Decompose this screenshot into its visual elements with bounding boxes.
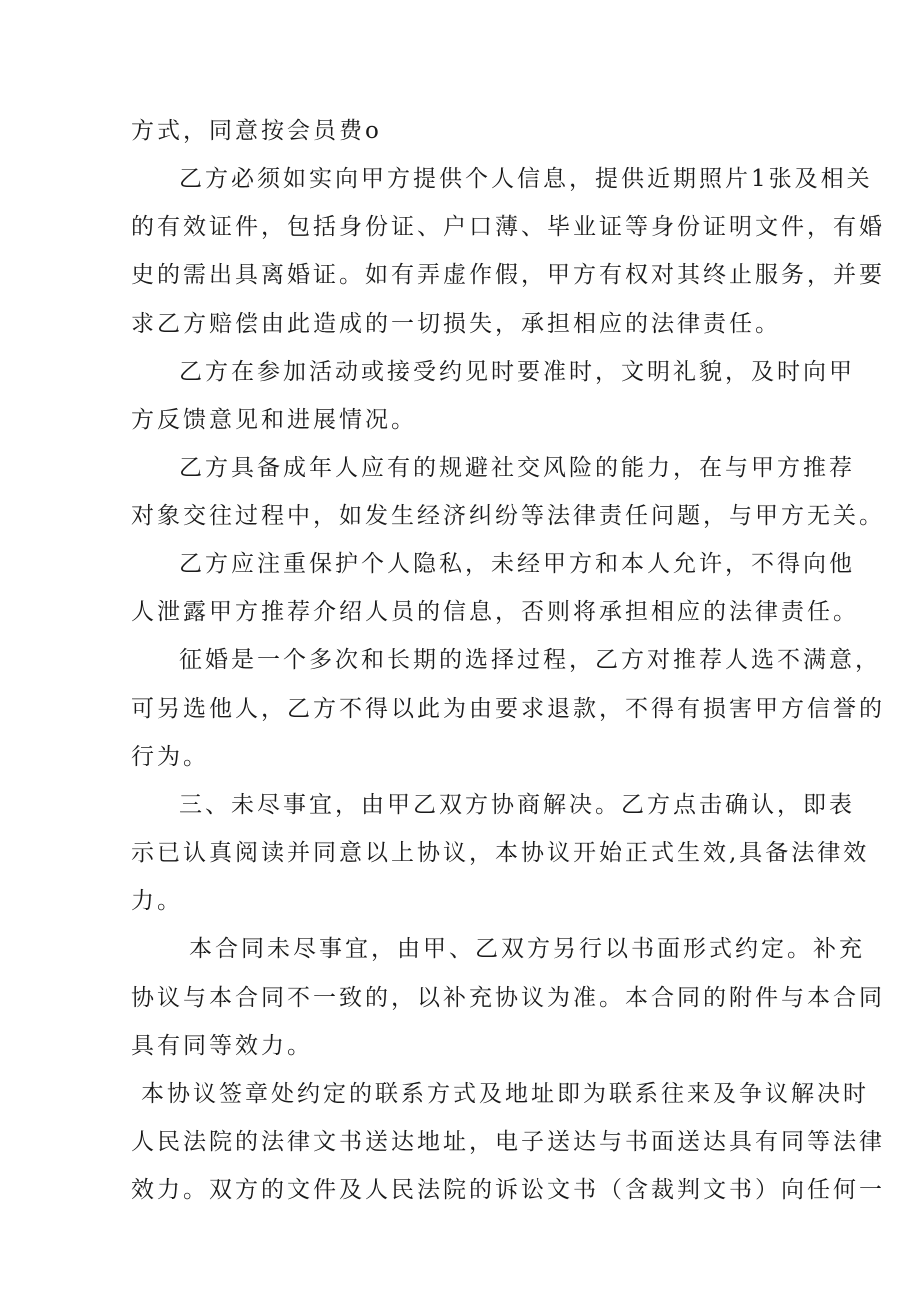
text-line: 方反馈意见和进展情况。: [131, 407, 417, 433]
text-line: 本协议签章处约定的联系方式及地址即为联系往来及争议解决时: [141, 1081, 869, 1107]
text-line: 三、未尽事宜，由甲乙双方协商解决。乙方点击确认，即表: [179, 792, 855, 818]
text-line: 协议与本合同不一致的，以补充协议为准。本合同的附件与本合同: [131, 985, 885, 1011]
text-line: 本合同未尽事宜，由甲、乙双方另行以书面形式约定。补充: [189, 936, 865, 962]
text-line: 效力。双方的文件及人民法院的诉讼文书（含裁判文书）向任何一: [131, 1177, 885, 1203]
text-line: 具有同等效力。: [131, 1033, 313, 1059]
text-line: 方式，同意按会员费o: [131, 118, 382, 144]
text-line: 乙方必须如实向甲方提供个人信息，提供近期照片1张及相关: [179, 166, 873, 192]
text-line: 人民法院的法律文书送达地址，电子送达与书面送达具有同等法律: [131, 1129, 885, 1155]
text-line: 示已认真阅读并同意以上协议，本协议开始正式生效,具备法律效: [131, 840, 870, 866]
text-line: 史的需出具离婚证。如有弄虚作假，甲方有权对其终止服务，并要: [131, 262, 885, 288]
text-line: 乙方应注重保护个人隐私，未经甲方和本人允许，不得向他: [179, 551, 855, 577]
text-line: 乙方具备成年人应有的规避社交风险的能力，在与甲方推荐: [179, 455, 855, 481]
text-line: 对象交往过程中，如发生经济纠纷等法律责任问题，与甲方无关。: [131, 503, 885, 529]
text-line: 可另选他人，乙方不得以此为由要求退款，不得有损害甲方信誉的: [131, 696, 885, 722]
text-line: 求乙方赔偿由此造成的一切损失，承担相应的法律责任。: [131, 311, 781, 337]
text-line: 人泄露甲方推荐介绍人员的信息，否则将承担相应的法律责任。: [131, 599, 859, 625]
text-line: 行为。: [131, 744, 209, 770]
text-line: 征婚是一个多次和长期的选择过程，乙方对推荐人选不满意，: [179, 647, 881, 673]
text-line: 力。: [131, 888, 183, 914]
text-line: 乙方在参加活动或接受约见时要准时，文明礼貌，及时向甲: [179, 359, 855, 385]
text-line: 的有效证件，包括身份证、户口薄、毕业证等身份证明文件，有婚: [131, 214, 885, 240]
